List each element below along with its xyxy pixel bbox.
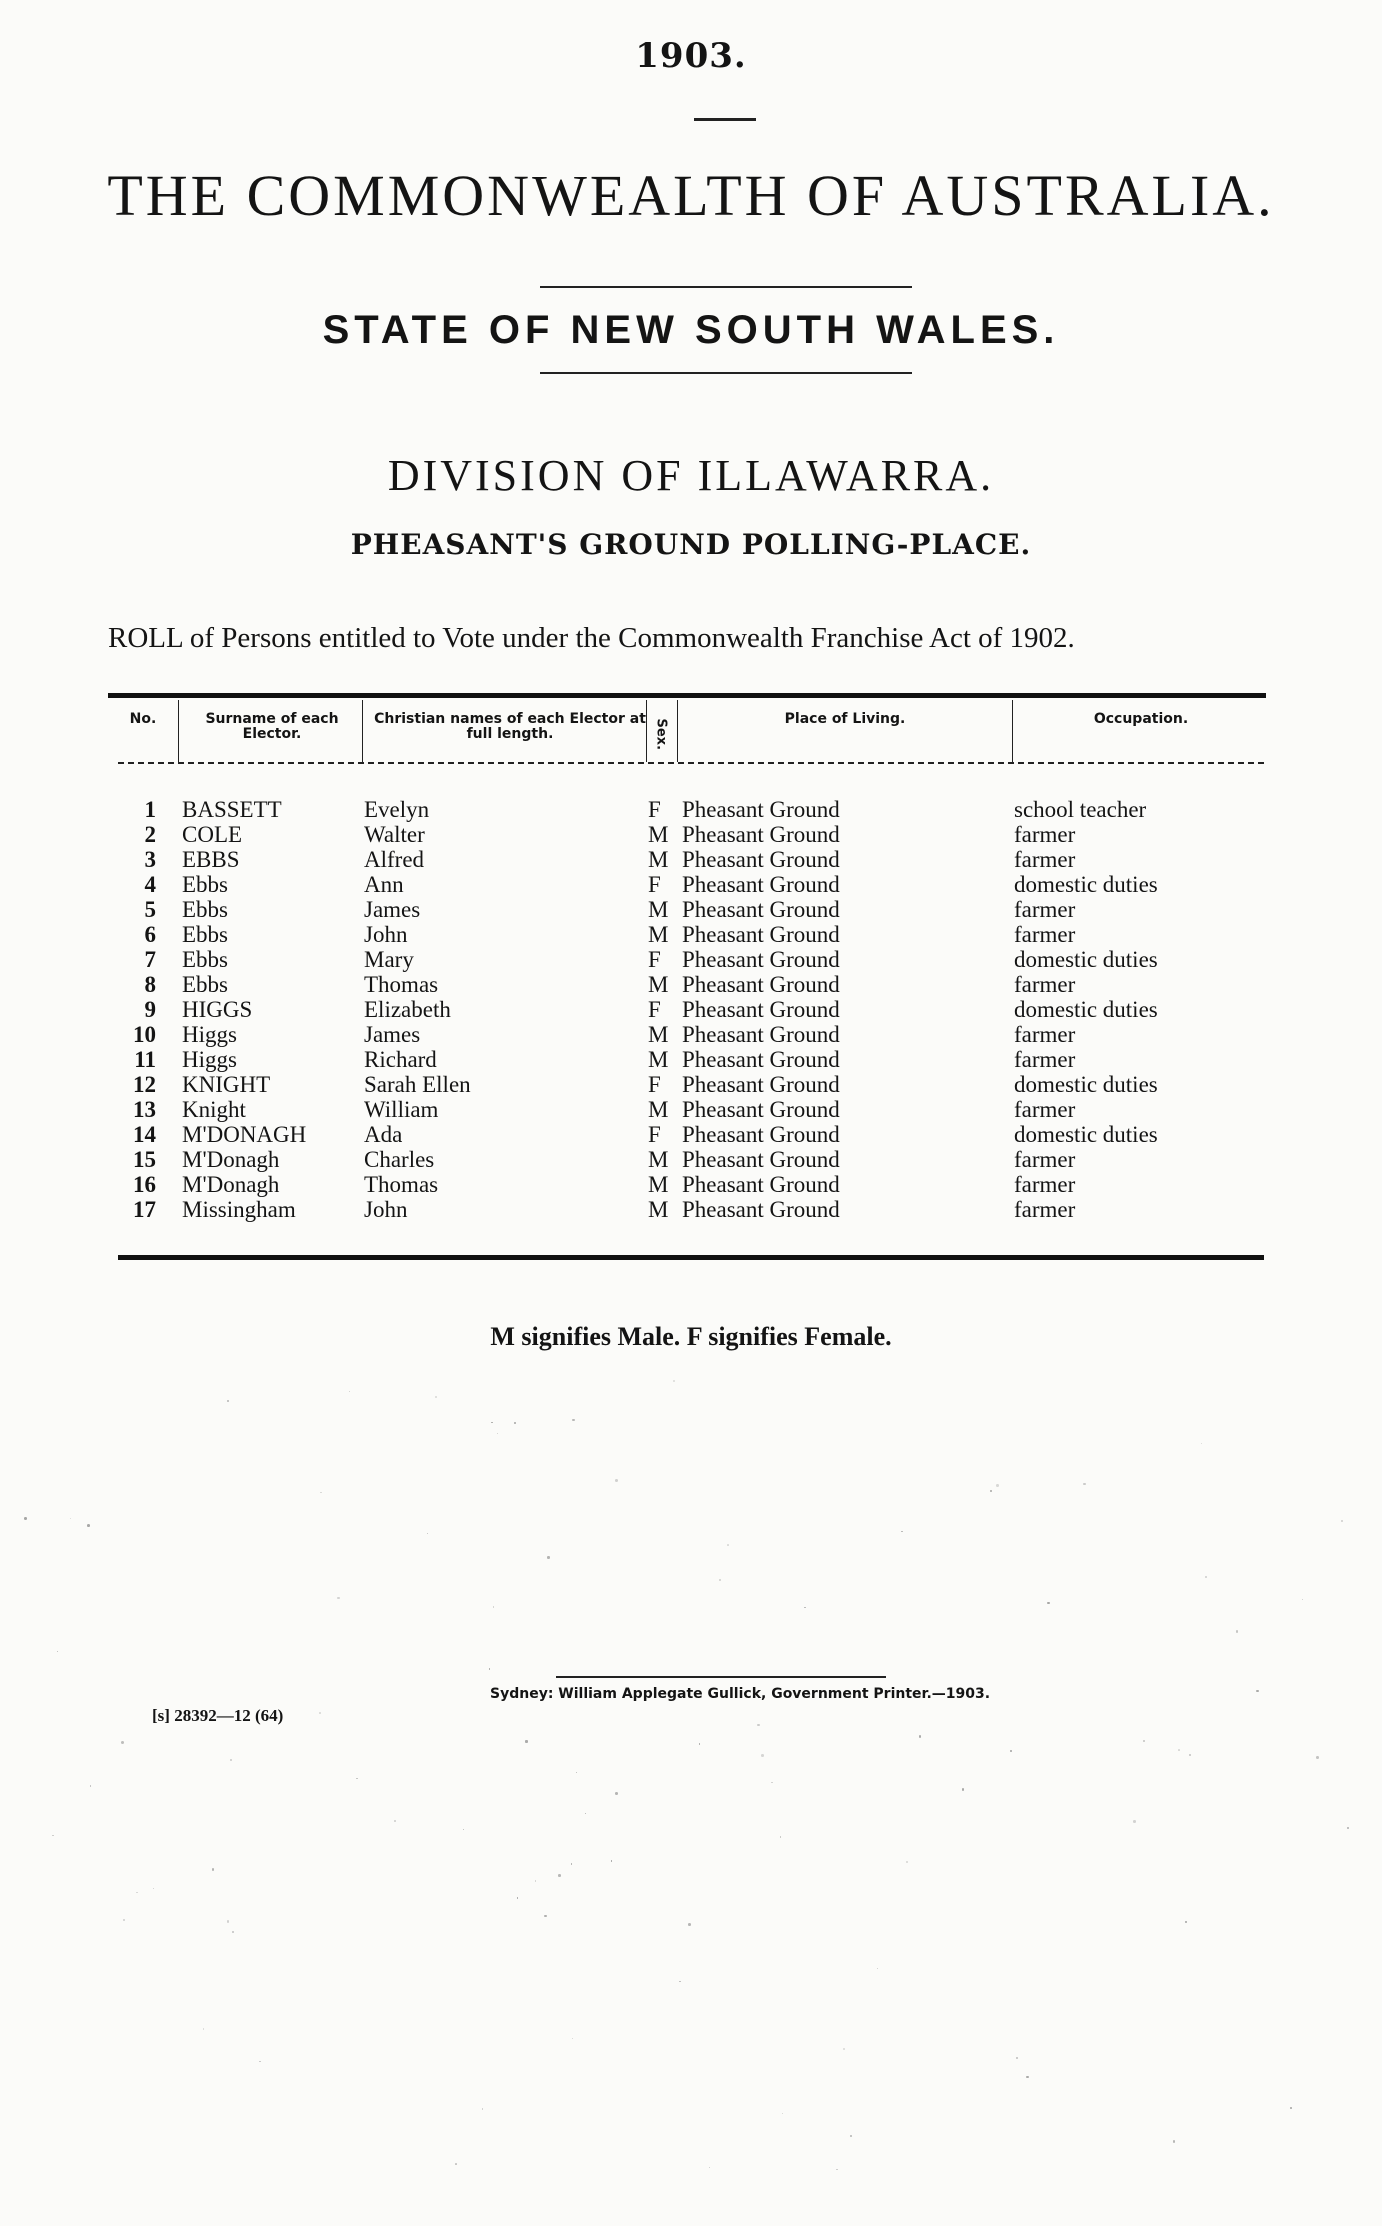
cell-place-of-living: Pheasant Ground — [682, 872, 840, 897]
paper-speck — [688, 1923, 691, 1926]
cell-no: 16 — [133, 1172, 156, 1197]
table-row — [108, 947, 1268, 972]
cell-surname: Ebbs — [182, 922, 228, 947]
paper-speck — [1201, 1443, 1202, 1444]
cell-surname: Knight — [182, 1097, 246, 1122]
paper-speck — [1016, 2057, 1018, 2059]
cell-place-of-living: Pheasant Ground — [682, 797, 840, 822]
paper-speck — [572, 2038, 573, 2039]
print-code: [s] 28392—12 (64) — [152, 1706, 284, 1725]
cell-surname: Higgs — [182, 1022, 237, 1047]
cell-place-of-living: Pheasant Ground — [682, 997, 840, 1022]
cell-surname: KNIGHT — [182, 1072, 271, 1097]
cell-no: 2 — [144, 822, 156, 847]
paper-speck — [70, 1518, 71, 1519]
paper-speck — [153, 1888, 154, 1889]
paper-speck — [427, 1533, 428, 1534]
paper-speck — [1143, 1740, 1145, 1742]
cell-no: 9 — [144, 997, 156, 1022]
paper-speck — [1133, 1820, 1136, 1823]
cell-no: 12 — [133, 1072, 156, 1097]
cell-sex: M — [648, 1097, 669, 1122]
cell-place-of-living: Pheasant Ground — [682, 822, 840, 847]
paper-speck — [525, 1740, 527, 1742]
cell-occupation: farmer — [1014, 1047, 1076, 1072]
paper-speck — [1189, 1754, 1191, 1756]
cell-no: 10 — [133, 1022, 156, 1047]
cell-occupation: farmer — [1014, 1147, 1076, 1172]
paper-speck — [572, 1419, 574, 1421]
paper-speck — [877, 1968, 879, 1970]
paper-speck — [356, 1778, 358, 1780]
paper-speck — [1205, 1576, 1207, 1578]
cell-surname: M'Donagh — [182, 1172, 280, 1197]
cell-sex: M — [648, 1147, 669, 1172]
cell-sex: M — [648, 1172, 669, 1197]
cell-sex: M — [648, 822, 669, 847]
paper-speck — [615, 1792, 618, 1795]
cell-place-of-living: Pheasant Ground — [682, 947, 840, 972]
cell-place-of-living: Pheasant Ground — [682, 1147, 840, 1172]
cell-surname: Ebbs — [182, 972, 228, 997]
cell-occupation: school teacher — [1014, 797, 1147, 822]
cell-occupation: farmer — [1014, 1172, 1076, 1197]
paper-speck — [558, 1874, 561, 1877]
cell-christian-names: Alfred — [364, 847, 425, 872]
paper-speck — [782, 2113, 783, 2114]
paper-speck — [136, 1892, 138, 1894]
cell-sex: M — [648, 1022, 669, 1047]
paper-speck — [489, 1668, 490, 1669]
cell-christian-names: Mary — [364, 947, 414, 972]
paper-speck — [1302, 1599, 1303, 1600]
table-row — [108, 997, 1268, 1022]
paper-speck — [673, 1380, 675, 1382]
cell-place-of-living: Pheasant Ground — [682, 1022, 840, 1047]
paper-speck — [780, 1836, 781, 1837]
paper-speck — [771, 1782, 772, 1783]
paper-speck — [394, 1820, 396, 1822]
paper-speck — [962, 1788, 965, 1791]
cell-no: 14 — [133, 1122, 156, 1147]
paper-speck — [455, 2163, 457, 2165]
polling-place-heading: PHEASANT'S GROUND POLLING-PLACE. — [350, 528, 1032, 561]
paper-speck — [517, 1897, 519, 1899]
cell-place-of-living: Pheasant Ground — [682, 1097, 840, 1122]
table-row — [108, 1022, 1268, 1047]
cell-christian-names: Thomas — [364, 972, 439, 997]
cell-occupation: farmer — [1014, 847, 1076, 872]
table-row — [108, 1197, 1268, 1222]
printer-imprint: Sydney: William Applegate Gullick, Government Printer.—1903. — [490, 1686, 991, 1702]
cell-christian-names: Ann — [364, 872, 404, 897]
paper-speck — [463, 1829, 464, 1830]
cell-sex: F — [648, 1122, 661, 1147]
column-divider — [677, 700, 678, 762]
roll-heading: ROLL of Persons entitled to Vote under the Commonwealth Franchise Act of 1902. — [108, 622, 1075, 654]
cell-occupation: farmer — [1014, 1097, 1076, 1122]
paper-speck — [320, 1492, 322, 1494]
paper-speck — [990, 1490, 992, 1492]
paper-speck — [1236, 1630, 1238, 1632]
state-heading: STATE OF NEW SOUTH WALES. — [322, 308, 1060, 352]
cell-christian-names: James — [364, 897, 421, 922]
paper-speck — [719, 1579, 721, 1581]
paper-speck — [996, 1484, 999, 1487]
table-top-rule — [108, 693, 1266, 698]
cell-surname: Ebbs — [182, 897, 228, 922]
cell-occupation: domestic duties — [1014, 1122, 1158, 1147]
paper-speck — [843, 2048, 845, 2050]
header-occupation: Occupation. — [1093, 711, 1189, 727]
printer-rule — [556, 1676, 886, 1678]
cell-no: 1 — [144, 797, 156, 822]
page-title: THE COMMONWEALTH OF AUSTRALIA. — [107, 163, 1275, 228]
paper-speck — [544, 1915, 547, 1918]
cell-occupation: domestic duties — [1014, 872, 1158, 897]
cell-no: 13 — [133, 1097, 156, 1122]
cell-sex: M — [648, 1047, 669, 1072]
table-row — [108, 1122, 1268, 1147]
paper-speck — [232, 1931, 234, 1933]
paper-speck — [1347, 1827, 1349, 1829]
paper-speck — [901, 1531, 902, 1532]
paper-speck — [497, 1433, 498, 1434]
paper-speck — [87, 1524, 90, 1527]
cell-surname: COLE — [182, 822, 243, 847]
cell-no: 17 — [133, 1197, 156, 1222]
paper-speck — [679, 1981, 680, 1982]
cell-christian-names: John — [364, 1197, 408, 1222]
cell-place-of-living: Pheasant Ground — [682, 847, 840, 872]
cell-christian-names: James — [364, 1022, 421, 1047]
table-row — [108, 872, 1268, 897]
header-no: No. — [129, 711, 157, 727]
cell-sex: M — [648, 847, 669, 872]
table-header-rule — [118, 762, 1264, 764]
cell-surname: BASSETT — [182, 797, 282, 822]
cell-sex: M — [648, 897, 669, 922]
paper-speck — [761, 1754, 764, 1757]
cell-place-of-living: Pheasant Ground — [682, 897, 840, 922]
paper-speck — [349, 1391, 350, 1392]
cell-occupation: farmer — [1014, 897, 1076, 922]
cell-christian-names: William — [364, 1097, 439, 1122]
cell-place-of-living: Pheasant Ground — [682, 1122, 840, 1147]
header-christian-names: Christian names of each Elector at full length. — [374, 711, 646, 742]
table-row — [108, 797, 1268, 822]
cell-no: 8 — [144, 972, 156, 997]
cell-no: 11 — [134, 1047, 156, 1072]
table-row — [108, 1047, 1268, 1072]
paper-speck — [1290, 2107, 1292, 2109]
cell-place-of-living: Pheasant Ground — [682, 972, 840, 997]
paper-speck — [547, 1556, 549, 1558]
header-surname: Surname of each Elector. — [205, 711, 339, 742]
cell-christian-names: Ada — [364, 1122, 403, 1147]
cell-surname: Higgs — [182, 1047, 237, 1072]
paper-speck — [709, 2167, 710, 2168]
paper-speck — [337, 1597, 339, 1599]
paper-speck — [727, 1544, 729, 1546]
paper-speck — [611, 1860, 612, 1861]
cell-no: 15 — [133, 1147, 156, 1172]
cell-no: 5 — [144, 897, 156, 922]
cell-occupation: domestic duties — [1014, 997, 1158, 1022]
cell-sex: F — [648, 997, 661, 1022]
paper-speck — [1256, 1690, 1259, 1693]
table-row — [108, 847, 1268, 872]
paper-speck — [1316, 1756, 1319, 1759]
paper-speck — [1178, 1749, 1180, 1751]
cell-occupation: farmer — [1014, 972, 1076, 997]
cell-surname: Missingham — [182, 1197, 296, 1222]
table-bottom-rule — [118, 1255, 1264, 1260]
cell-sex: F — [648, 947, 661, 972]
cell-christian-names: Charles — [364, 1147, 435, 1172]
cell-christian-names: Evelyn — [364, 797, 430, 822]
divider-rule-top — [540, 286, 912, 288]
cell-place-of-living: Pheasant Ground — [682, 1197, 840, 1222]
column-divider — [646, 700, 647, 762]
paper-speck — [90, 1785, 92, 1787]
cell-surname: Ebbs — [182, 947, 228, 972]
paper-speck — [804, 1607, 805, 1608]
roll-table-body — [108, 797, 1268, 1222]
paper-speck — [227, 1920, 229, 1922]
table-row — [108, 822, 1268, 847]
paper-speck — [535, 1880, 536, 1881]
cell-no: 7 — [144, 947, 156, 972]
paper-speck — [259, 2061, 261, 2063]
cell-place-of-living: Pheasant Ground — [682, 1072, 840, 1097]
paper-speck — [571, 1863, 573, 1865]
cell-sex: F — [648, 872, 661, 897]
cell-christian-names: John — [364, 922, 408, 947]
paper-speck — [757, 1724, 759, 1726]
cell-no: 3 — [144, 847, 156, 872]
cell-place-of-living: Pheasant Ground — [682, 1172, 840, 1197]
paper-speck — [24, 1517, 27, 1520]
cell-christian-names: Walter — [364, 822, 425, 847]
paper-speck — [57, 1651, 58, 1652]
cell-surname: Ebbs — [182, 872, 228, 897]
paper-speck — [699, 1743, 700, 1744]
paper-speck — [514, 1422, 516, 1424]
year-heading: 1903. — [635, 36, 747, 76]
header-place-of-living: Place of Living. — [784, 711, 906, 727]
cell-occupation: farmer — [1014, 1197, 1076, 1222]
cell-occupation: domestic duties — [1014, 1072, 1158, 1097]
paper-speck — [493, 1606, 495, 1608]
table-row — [108, 1172, 1268, 1197]
sex-key-note: M signifies Male. F signifies Female. — [490, 1322, 892, 1351]
paper-speck — [906, 1861, 908, 1863]
division-heading: DIVISION OF ILLAWARRA. — [387, 451, 995, 500]
cell-christian-names: Thomas — [364, 1172, 439, 1197]
paper-speck — [1185, 1921, 1186, 1922]
paper-speck — [576, 1772, 577, 1773]
paper-speck — [1341, 1520, 1343, 1522]
cell-surname: EBBS — [182, 847, 240, 872]
cell-surname: HIGGS — [182, 997, 253, 1022]
paper-speck — [1047, 1602, 1050, 1605]
cell-christian-names: Richard — [364, 1047, 437, 1072]
table-row — [108, 897, 1268, 922]
cell-place-of-living: Pheasant Ground — [682, 1047, 840, 1072]
cell-sex: F — [648, 797, 661, 822]
cell-no: 6 — [144, 922, 156, 947]
table-row — [108, 1072, 1268, 1097]
paper-speck — [123, 1919, 125, 1921]
cell-place-of-living: Pheasant Ground — [682, 922, 840, 947]
cell-christian-names: Sarah Ellen — [364, 1072, 471, 1097]
table-row — [108, 1147, 1268, 1172]
cell-occupation: domestic duties — [1014, 947, 1158, 972]
paper-speck — [482, 2108, 483, 2109]
cell-sex: M — [648, 972, 669, 997]
divider-rule-bottom — [540, 372, 912, 374]
paper-speck — [919, 1735, 922, 1738]
table-row — [108, 922, 1268, 947]
paper-speck — [121, 1741, 124, 1744]
cell-no: 4 — [144, 872, 156, 897]
column-divider — [362, 700, 363, 762]
paper-speck — [1083, 1483, 1086, 1486]
table-row — [108, 972, 1268, 997]
cell-sex: M — [648, 922, 669, 947]
paper-speck — [319, 1712, 321, 1714]
paper-speck — [585, 1813, 586, 1814]
column-divider — [1012, 700, 1013, 762]
paper-speck — [227, 1400, 229, 1402]
cell-sex: M — [648, 1197, 669, 1222]
paper-speck — [203, 2028, 204, 2029]
cell-surname: M'Donagh — [182, 1147, 280, 1172]
paper-speck — [615, 1479, 618, 1482]
paper-speck — [435, 1396, 437, 1398]
cell-surname: M'DONAGH — [182, 1122, 307, 1147]
paper-speck — [850, 2135, 853, 2138]
cell-sex: F — [648, 1072, 661, 1097]
year-rule — [694, 118, 756, 121]
paper-speck — [212, 1868, 214, 1870]
cell-christian-names: Elizabeth — [364, 997, 451, 1022]
table-row — [108, 1097, 1268, 1122]
paper-speck — [52, 1835, 54, 1837]
column-divider — [178, 700, 179, 762]
paper-speck — [1010, 1750, 1012, 1752]
paper-speck — [836, 2169, 838, 2171]
paper-speck — [230, 1759, 232, 1761]
cell-occupation: farmer — [1014, 922, 1076, 947]
cell-occupation: farmer — [1014, 822, 1076, 847]
paper-speck — [1173, 2140, 1175, 2142]
paper-speck — [1026, 2076, 1028, 2078]
cell-occupation: farmer — [1014, 1022, 1076, 1047]
header-sex: Sex. — [653, 718, 669, 751]
paper-speck — [491, 1422, 493, 1424]
